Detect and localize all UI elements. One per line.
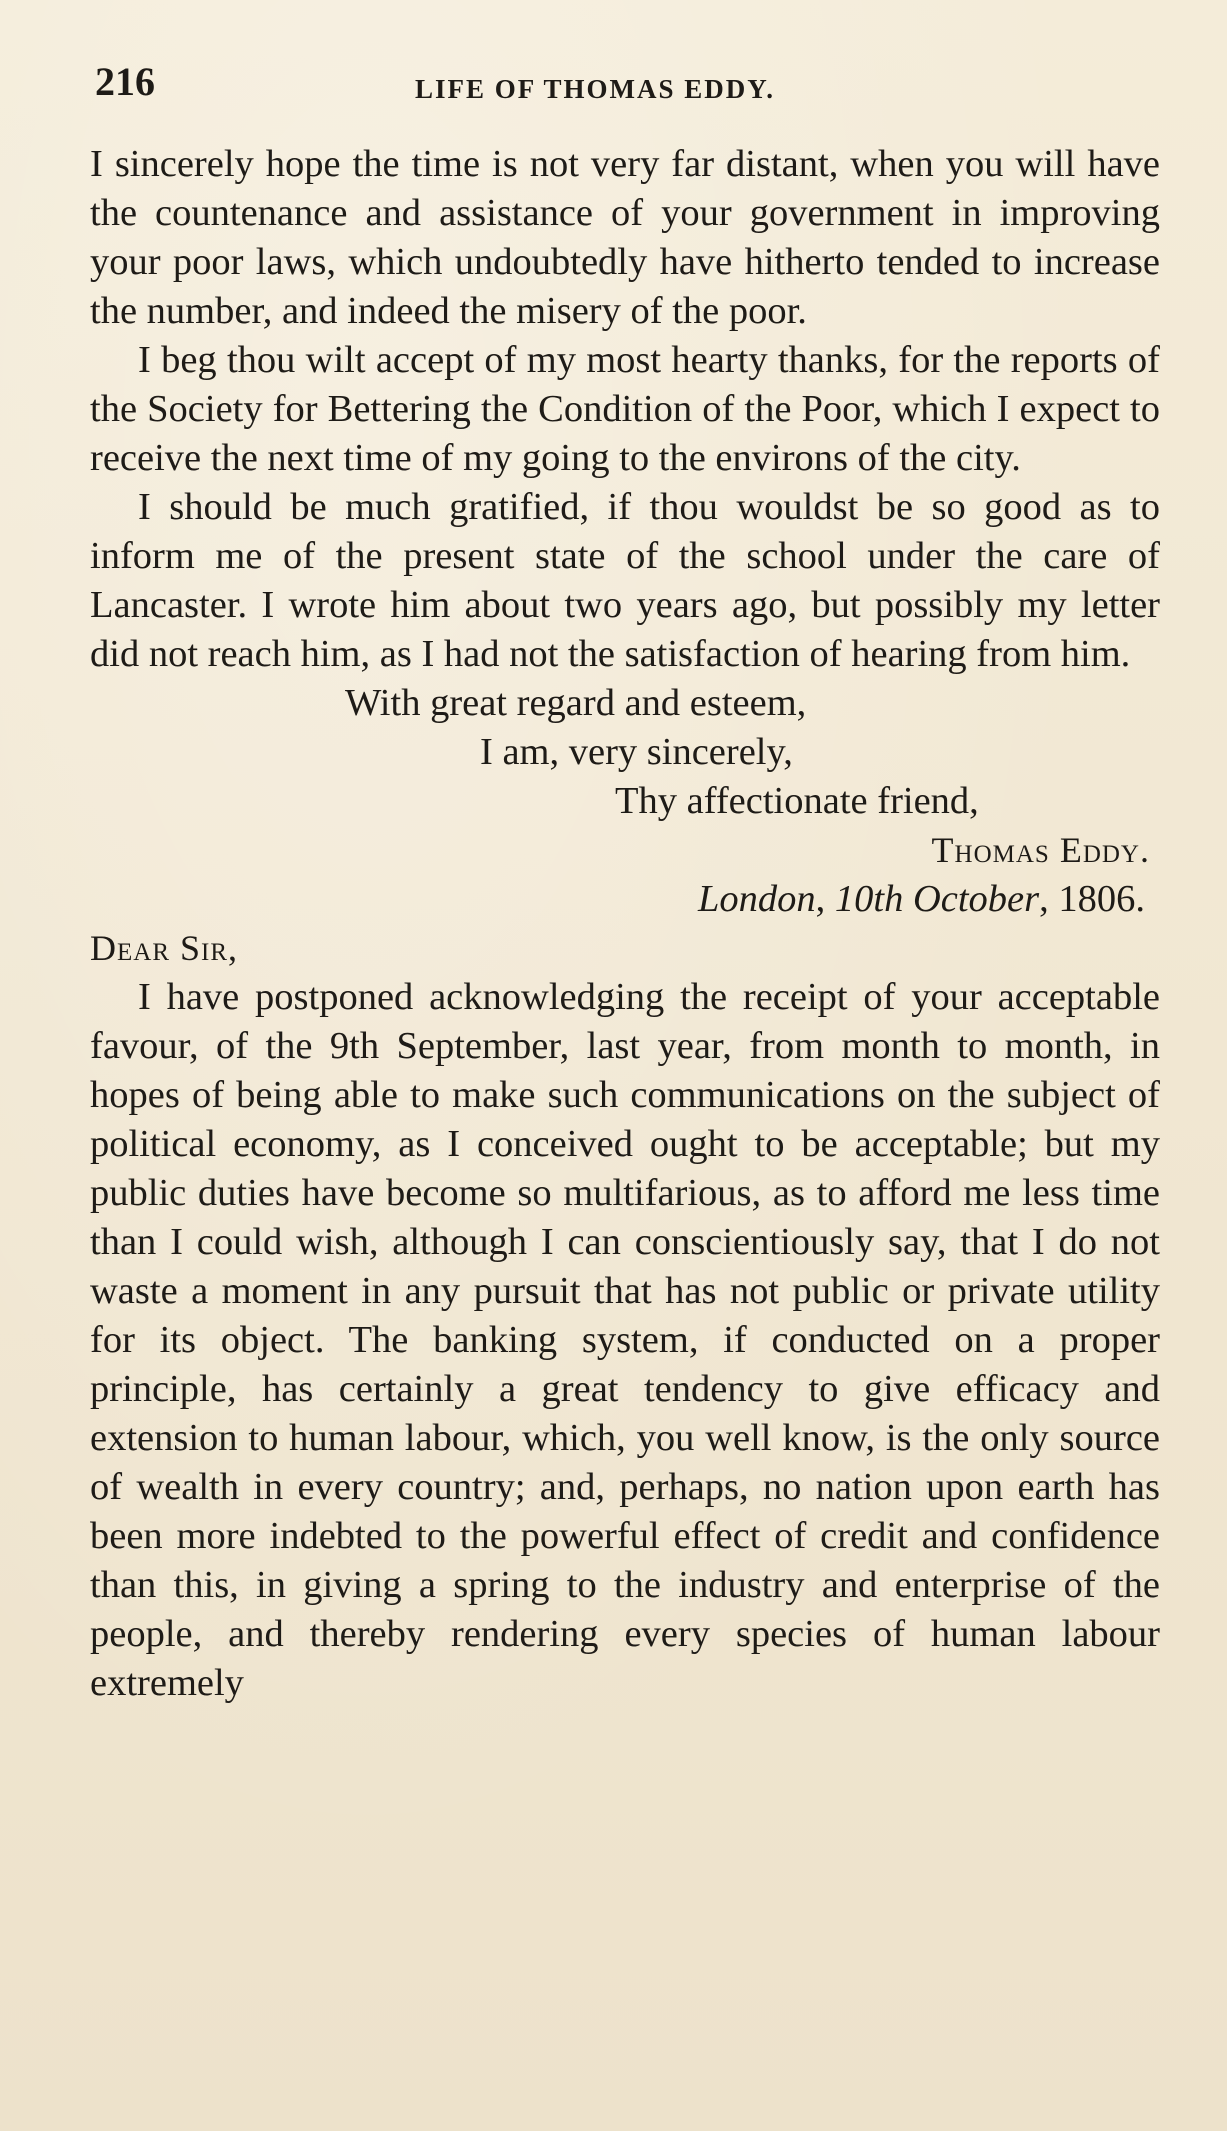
closing-line-2: I am, very sincerely, xyxy=(480,731,793,773)
page-body xyxy=(90,140,1160,1708)
running-head: LIFE OF THOMAS EDDY. xyxy=(415,74,776,104)
signature: Thomas Eddy. xyxy=(931,830,1150,870)
letter1-paragraph-1: I sincerely hope the time is not very far distant, when you will have the countenance and assistance of your government in improving your poor laws, which undoubtedly have hitherto tended to increase the number, and indeed the misery of the poor. xyxy=(90,143,1160,332)
dateline-separator: , xyxy=(815,878,835,920)
page-header xyxy=(95,58,1155,108)
closing-line-3: Thy affectionate friend, xyxy=(615,780,979,822)
closing-line-1: With great regard and esteem, xyxy=(345,682,807,724)
letter1-paragraph-3: I should be much gratified, if thou wouldst be so good as to inform me of the present state of the school under the care of Lancaster. I wrote him about two years ago, but possibly my letter did not reach him, as I had not the satisfaction of hearing from him. xyxy=(90,486,1160,675)
dateline-year: , 1806. xyxy=(1039,878,1145,920)
page-number: 216 xyxy=(95,59,155,104)
dateline-day: 10th October xyxy=(834,878,1040,920)
dateline xyxy=(90,875,1160,924)
letter2-paragraph-1: I have postponed acknowledging the receipt of your acceptable favour, of the 9th September, last year, from month to month, in hopes of being able to make such communications on the subject of political economy, as I conceived ought to be acceptable; but my public duties have become so multifarious, as to afford me less time than I could wish, although I can conscientiously say, that I do not waste a moment in any pursuit that has not public or private utility for its object. The banking system, if conducted on a proper principle, has certainly a great tendency to give efficacy and extension to human labour, which, you well know, is the only source of wealth in every country; and, perhaps, no nation upon earth has been more indebted to the powerful effect of credit and confidence than this, in giving a spring to the industry and enterprise of the people, and thereby rendering every species of human labour extremely xyxy=(90,976,1160,1704)
letter1-paragraph-2: I beg thou wilt accept of my most hearty thanks, for the reports of the Society for Bettering the Condition of the Poor, which I expect to receive the next time of my going to the environs of the city. xyxy=(90,339,1160,479)
dateline-place: London xyxy=(697,878,816,920)
salutation: Dear Sir, xyxy=(90,928,239,968)
